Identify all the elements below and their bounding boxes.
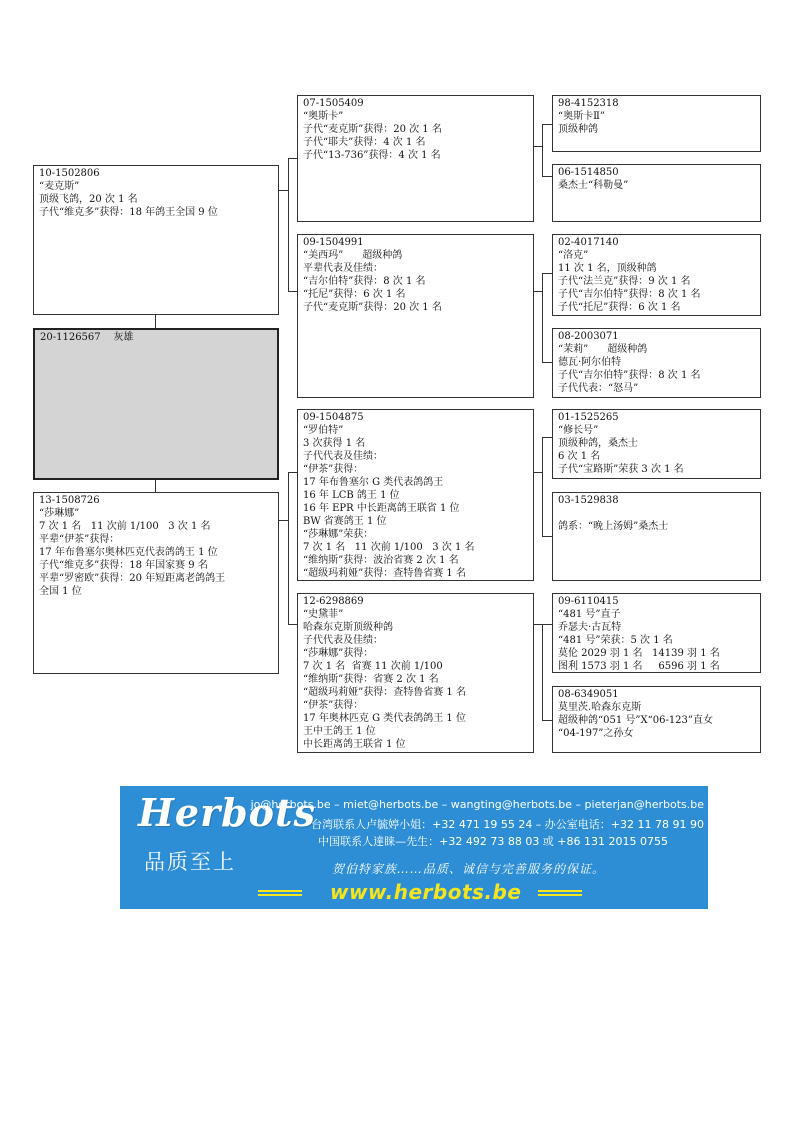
pedigree-line: 王中王鸽王 1 位 [303,726,376,737]
pedigree-line: 7 次 1 名 11 次前 1/100 3 次 1 名 [39,521,211,532]
pedigree-line: 09-6110415 [558,596,619,607]
connector-dam-h [278,520,288,521]
connector-sire-subject [155,314,156,328]
connector-ds-v [542,437,543,536]
pedigree-line: 子代“耶夫”获得：4 次 1 名 [303,137,426,148]
pedigree-line: 顶级飞鸽，20 次 1 名 [39,194,138,205]
connector-dd-ddd [542,720,552,721]
pedigree-line: 08-2003071 [558,331,619,342]
pedigree-line: 子代代表及佳绩： [303,451,383,462]
pedigree-line: 哈森东克斯顶级种鸽 [303,622,393,633]
pedigree-line: “美西玛” 超级种鸽 [303,250,403,261]
connector-sd-v [542,273,543,362]
pedigree-line: “莎琳娜” [39,508,80,519]
pedigree-line: “莎琳娜”荣获： [303,529,374,540]
pedigree-line: 子代“吉尔伯特”获得：8 次 1 名 [558,370,701,381]
pedigree-line: 莫伦 2029 羽 1 名 14139 羽 1 名 [558,648,720,659]
website-link[interactable]: www.herbots.be [330,880,522,904]
dam-sire-dam-box [552,492,761,581]
connector-sire-h [278,190,288,191]
pedigree-line: 桑杰士“科勒曼” [558,180,629,191]
connector-dd-dds [542,624,552,625]
pedigree-line: 顶级种鸽 [558,124,598,135]
pedigree-line: “维纳斯”获得：波治省赛 2 次 1 名 [303,555,459,566]
pedigree-line: “莎琳娜”获得： [303,648,374,659]
herbots-banner [120,786,708,909]
banner-tagline: 贺伯特家族……品质、诚信与完善服务的保证。 [332,862,606,876]
pedigree-line: “奥斯卡Ⅱ” [558,111,606,122]
pedigree-line: 子代“麦克斯”获得：20 次 1 名 [303,124,442,135]
subject-box [33,328,279,480]
pedigree-line: 01-1525265 [558,412,619,423]
pedigree-line: 98-4152318 [558,98,619,109]
pedigree-line: 6 次 1 名 [558,451,601,462]
pedigree-line: “481 号”荣获：5 次 1 名 [558,635,673,646]
pedigree-line: “维纳斯”获得：省赛 2 次 1 名 [303,674,439,685]
connector-dd-v [542,624,543,720]
pedigree-line: 子代“宝路斯”荣获 3 次 1 名 [558,464,684,475]
pedigree-line: 德瓦·阿尔伯特 [558,357,622,368]
pedigree-line: 子代“托尼”获得：6 次 1 名 [558,302,681,313]
sire-sire-sire-box [552,95,761,152]
pedigree-line: 子代“法兰克”获得：9 次 1 名 [558,276,691,287]
pedigree-line: 平辈代表及佳绩： [303,263,383,274]
dam-dam-sire-box [552,593,761,673]
herbots-logo: Herbots [138,790,316,835]
connector-sd-sds [542,273,552,274]
pedigree-line: 超级种鸽“051 号”X“06-123”直女 [558,715,714,726]
connector-subject-dam [155,479,156,493]
pedigree-line: “史黛菲” [303,609,344,620]
pedigree-line: “麦克斯” [39,181,80,192]
connector-ss-v [542,124,543,176]
decorative-line-right [538,894,582,896]
pedigree-line: 13-1508726 [39,495,100,506]
pedigree-line: 3 次获得 1 名 [303,438,366,449]
pedigree-line: 子代“维克多”获得：18 年鸽王全国 9 位 [39,207,218,218]
banner-taiwan-contact: 台湾联系人卢毓婷小姐：+32 471 19 55 24 – 办公室电话：+32 11 78 91 90 [311,818,704,831]
pedigree-line: 子代代表：“怒马” [558,383,639,394]
pedigree-line: “超级玛莉娅”获得：查特鲁省赛 1 名 [303,568,466,579]
pedigree-line: “托尼”获得：6 次 1 名 [303,289,406,300]
pedigree-line: 10-1502806 [39,168,100,179]
sire-dam-box [297,234,534,398]
pedigree-line: 子代“吉尔伯特”获得：8 次 1 名 [558,289,701,300]
connector-ds-dsd [542,536,552,537]
connector-ss-ssd [542,176,552,177]
pedigree-line: “修长号” [558,425,599,436]
pedigree-line: 17 年奥林匹克 G 类代表鸽鸽王 1 位 [303,713,466,724]
pedigree-line: “奥斯卡” [303,111,344,122]
connector-sd-h [533,291,542,292]
pedigree-line: 02-4017140 [558,237,619,248]
pedigree-line: 11 次 1 名，顶级种鸽 [558,263,657,274]
pedigree-line: “伊茶”获得： [303,464,364,475]
connector-dam-v [288,472,289,624]
pedigree-line: 平辈“罗密欧”获得：20 年短距离老鸽鸽王 [39,573,226,584]
pedigree-line: “04-197”之孙女 [558,728,634,739]
connector-dam-dd [288,624,297,625]
pedigree-line: “吉尔伯特”获得：8 次 1 名 [303,276,426,287]
pedigree-line: 06-1514850 [558,167,619,178]
connector-ss-sss [542,124,552,125]
pedigree-line: 16 年 LCB 鸽王 1 位 [303,490,400,501]
connector-sire-v [288,158,289,291]
connector-dd-h [533,624,542,625]
pedigree-line: 中长距离鸽王联省 1 位 [303,739,406,750]
connector-ss-h [533,146,542,147]
dam-sire-sire-box [552,409,761,479]
pedigree-line: 子代“麦克斯”获得：20 次 1 名 [303,302,442,313]
sire-dam-sire-box [552,234,761,316]
decorative-line-right [538,890,582,892]
pedigree-line: 16 年 EPR 中长距离鸽王联省 1 位 [303,503,460,514]
pedigree-line: “罗伯特” [303,425,344,436]
pedigree-line: 17 年布鲁塞尔 G 类代表鸽鸽王 [303,477,444,488]
pedigree-line: 08-6349051 [558,689,619,700]
banner-emails[interactable]: jo@herbots.be – miet@herbots.be – wangting@herbots.be – pieterjan@herbots.be [250,798,704,811]
sire-sire-dam-box [552,164,761,222]
pedigree-line: “超级玛莉娅”获得：查特鲁省赛 1 名 [303,687,466,698]
connector-sd-sdd [542,362,552,363]
sire-box [33,165,279,315]
sire-dam-dam-box [552,328,761,398]
connector-dam-ds [288,472,297,473]
connector-sire-ss [288,158,297,159]
pedigree-line: 09-1504875 [303,412,364,423]
pedigree-line: 乔瑟夫·古瓦特 [558,622,622,633]
pedigree-line: 20-1126567 灰雄 [40,332,134,343]
banner-china-contact: 中国联系人達睐—先生：+32 492 73 88 03 或 +86 131 2015 0755 [318,835,668,848]
pedigree-line: “481 号”直子 [558,609,621,620]
pedigree-line: 07-1505409 [303,98,364,109]
pedigree-line: 7 次 1 名 11 次前 1/100 3 次 1 名 [303,542,475,553]
pedigree-line: 鸽系：“晚上汤姆”桑杰士 [558,521,669,532]
pedigree-line: 子代“13-736”获得：4 次 1 名 [303,150,441,161]
dam-sire-box [297,409,534,581]
pedigree-line: 图利 1573 羽 1 名 6596 羽 1 名 [558,661,720,672]
pedigree-line: 12-6298869 [303,596,364,607]
dam-box [33,492,279,674]
pedigree-line: 09-1504991 [303,237,364,248]
connector-ds-h [533,472,542,473]
decorative-line-left [258,894,302,896]
banner-slogan: 品质至上 [144,850,236,874]
pedigree-line: “洛克” [558,250,589,261]
pedigree-line: 平辈“伊茶”获得： [39,534,120,545]
pedigree-line: 03-1529838 [558,495,619,506]
pedigree-line: 莫里茨.哈森东克斯 [558,702,642,713]
pedigree-line: “茉莉” 超级种鸽 [558,344,648,355]
pedigree-line: 顶级种鸽，桑杰士 [558,438,638,449]
dam-dam-dam-box [552,686,761,753]
pedigree-line: 全国 1 位 [39,586,82,597]
dam-dam-box [297,593,534,753]
sire-sire-box [297,95,534,222]
pedigree-line: “伊茶”获得： [303,700,364,711]
decorative-line-left [258,890,302,892]
pedigree-line: 子代“维克多”获得：18 年国家赛 9 名 [39,560,208,571]
pedigree-line: 17 年布鲁塞尔奥林匹克代表鸽鸽王 1 位 [39,547,218,558]
connector-sire-sd [288,291,297,292]
connector-ds-dss [542,437,552,438]
pedigree-line: BW 省赛鸽王 1 位 [303,516,387,527]
pedigree-line: 子代代表及佳绩： [303,635,383,646]
pedigree-line: 7 次 1 名 省赛 11 次前 1/100 [303,661,443,672]
pedigree-line [558,507,755,520]
